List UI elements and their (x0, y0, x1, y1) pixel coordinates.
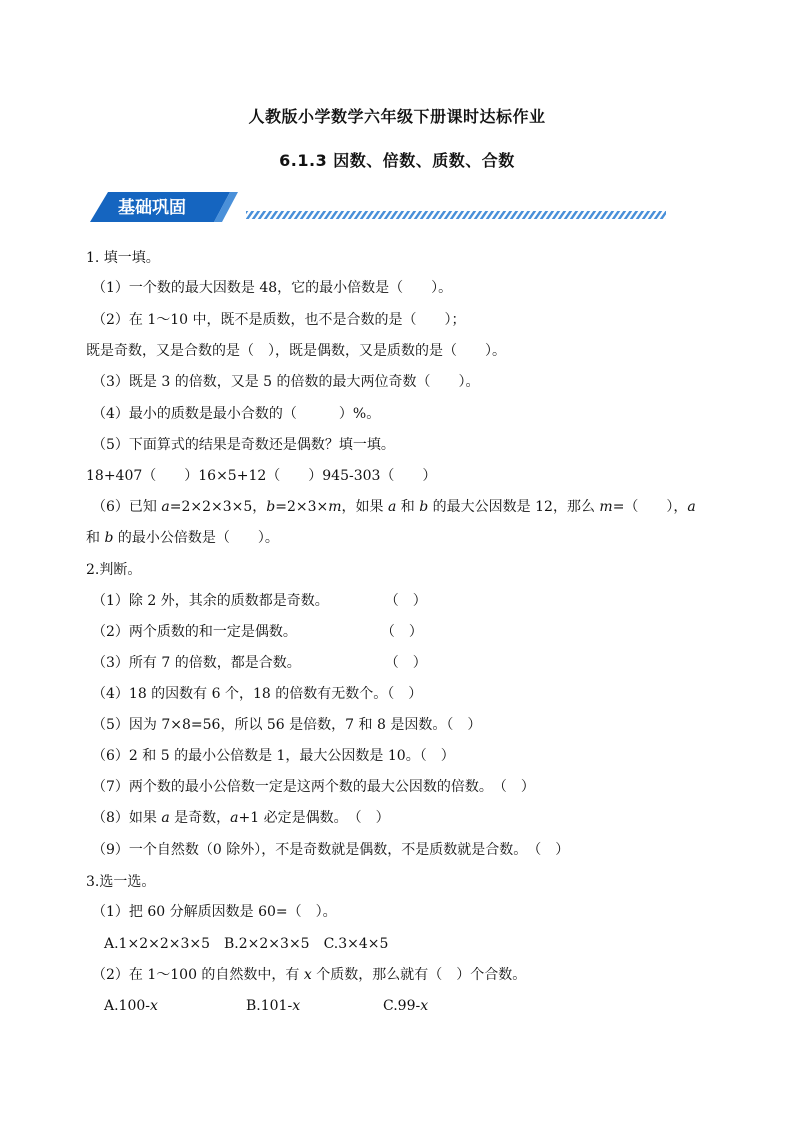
var-x: x (420, 998, 429, 1014)
page-title: 人教版小学数学六年级下册课时达标作业 (248, 107, 546, 126)
q2-header: 2.判断。 (86, 562, 142, 578)
q1-line-8-part: ，如果 (341, 499, 388, 515)
banner-hatch-bar (246, 211, 666, 219)
q1-line-7: 18+407（ ）16×5+12（ ）945-303（ ） (86, 468, 437, 484)
q1-line-4: （3）既是 3 的倍数，又是 5 的倍数的最大两位奇数（ ）。 (92, 374, 480, 390)
q3-line-2-options: A.1×2×2×3×5 B.2×2×3×5 C.3×4×5 (104, 936, 389, 952)
var-a: a (161, 810, 170, 826)
var-b: b (419, 499, 429, 515)
q3-line-3-part: 个质数，那么就有（ ）个合数。 (311, 967, 527, 983)
q1-line-9-part: 的最小公倍数是（ ）。 (113, 530, 279, 546)
section-banner (86, 190, 670, 224)
q1-line-9 (86, 528, 279, 548)
q2-line-8-part: 是奇数， (169, 810, 231, 826)
option-text: C.99- (383, 998, 421, 1014)
q1-line-9-part: 和 (86, 530, 105, 546)
q2-line-2: （2）两个质数的和一定是偶数。 （ ） (92, 624, 423, 640)
q2-line-6: （6）2 和 5 的最小公倍数是 1，最大公因数是 10。（ ） (92, 748, 455, 764)
q1-line-3: 既是奇数，又是合数的是（ ），既是偶数，又是质数的是（ ）。 (86, 343, 506, 359)
var-x: x (303, 967, 312, 983)
q1-line-8-part: =（ ）， (612, 499, 688, 515)
q1-line-6: （5）下面算式的结果是奇数还是偶数？填一填。 (92, 437, 395, 453)
q3-option-c (383, 996, 428, 1016)
banner-label: 基础巩固 (118, 198, 186, 218)
q1-line-8 (92, 497, 696, 517)
q3-option-a (104, 996, 158, 1016)
q1-line-8-part: 和 (396, 499, 420, 515)
var-a: a (161, 499, 170, 515)
option-text: A.100- (104, 998, 151, 1014)
q1-line-1: （1）一个数的最大因数是 48，它的最小倍数是（ ）。 (92, 280, 453, 296)
q1-line-8-part: （6）已知 (92, 499, 162, 515)
q3-option-b (246, 996, 300, 1016)
var-x: x (292, 998, 301, 1014)
q3-line-3 (92, 965, 526, 985)
q1-header: 1. 填一填。 (86, 250, 160, 266)
q2-line-8 (92, 808, 390, 828)
q1-line-5: （4）最小的质数是最小合数的（ ）%。 (92, 406, 381, 422)
q1-line-8-part: =2×3× (275, 499, 329, 515)
q2-line-7: （7）两个数的最小公倍数一定是这两个数的最大公因数的倍数。 （ ） (92, 779, 535, 795)
option-text: B.101- (246, 998, 293, 1014)
q2-line-3: （3）所有 7 的倍数，都是合数。 （ ） (92, 655, 427, 671)
q3-line-3-part: （2）在 1～100 的自然数中，有 (92, 967, 304, 983)
var-x: x (150, 998, 158, 1014)
q2-line-4: （4）18 的因数有 6 个，18 的倍数有无数个。（ ） (92, 686, 423, 702)
var-b: b (266, 499, 276, 515)
q1-line-2: （2）在 1～10 中，既不是质数，也不是合数的是（ ）； (92, 312, 466, 328)
q1-line-8-part: =2×2×3×5， (169, 499, 267, 515)
q2-line-8-part: （8）如果 (92, 810, 162, 826)
q2-line-1: （1）除 2 外，其余的质数都是奇数。 （ ） (92, 593, 427, 609)
q2-line-9: （9）一个自然数（0 除外），不是奇数就是偶数，不是质数就是合数。 （ ） (92, 842, 570, 858)
var-m: m (328, 499, 342, 515)
var-b: b (104, 530, 114, 546)
var-a: a (230, 810, 239, 826)
var-m: m (599, 499, 613, 515)
page-subtitle: 6.1.3 因数、倍数、质数、合数 (279, 151, 515, 170)
q3-header: 3.选一选。 (86, 874, 156, 890)
var-a: a (687, 499, 696, 515)
q1-line-8-part: 的最大公因数是 12，那么 (428, 499, 600, 515)
q2-line-8-part: +1 必定是偶数。 （ ） (238, 810, 390, 826)
var-a: a (388, 499, 397, 515)
q2-line-5: （5）因为 7×8=56，所以 56 是倍数，7 和 8 是因数。（ ） (92, 717, 482, 733)
q3-line-1: （1）把 60 分解质因数是 60=（ ）。 (92, 904, 337, 920)
